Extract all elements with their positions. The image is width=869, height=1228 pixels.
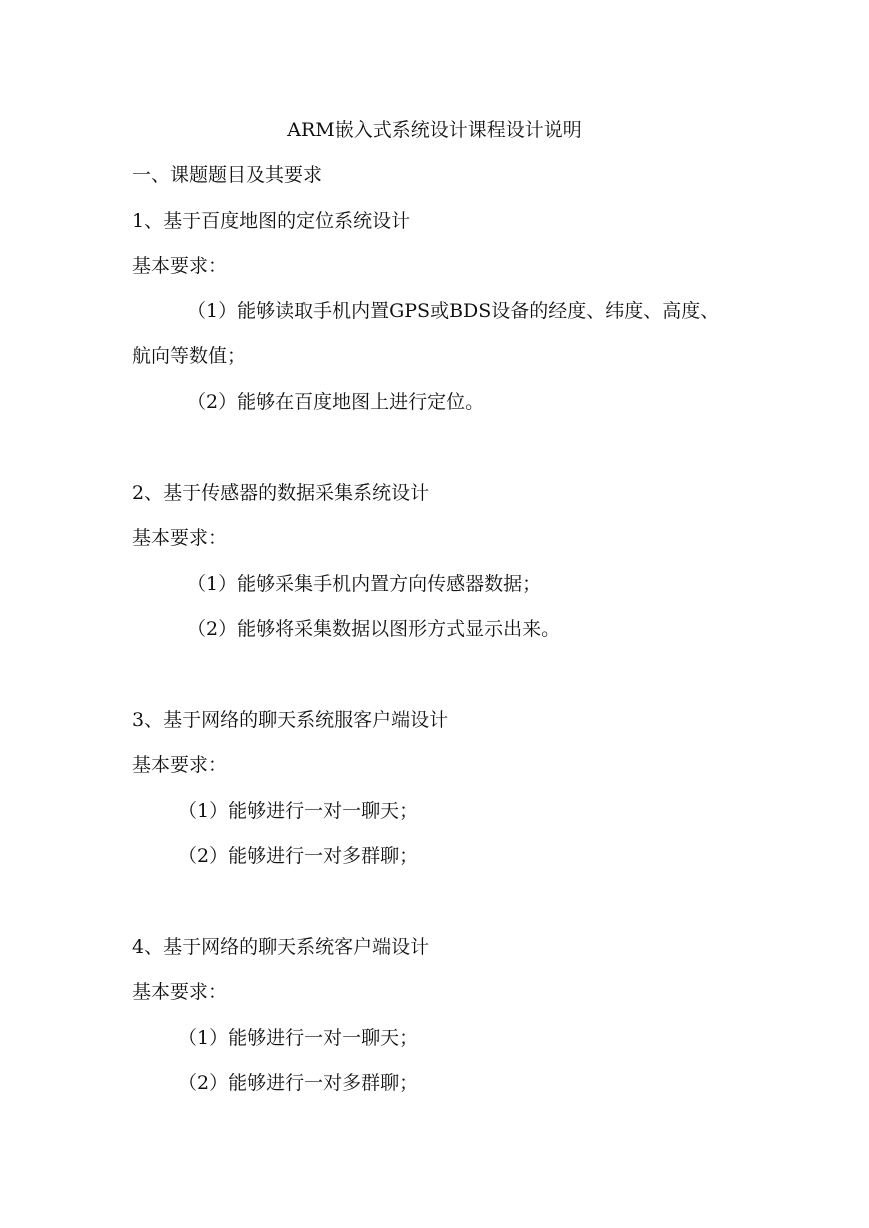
requirement-item: （2）能够进行一对多群聊； [178,1072,419,1094]
topic-heading: 3、基于网络的聊天系统服客户端设计 [132,709,449,731]
requirements-label: 基本要求： [132,754,228,776]
requirement-item: （2）能够进行一对多群聊； [178,845,419,867]
document-title: ARM嵌入式系统设计课程设计说明 [287,119,582,141]
requirements-label: 基本要求： [132,255,228,277]
requirements-label: 基本要求： [132,527,228,549]
requirement-item: （1）能够读取手机内置GPS或BDS设备的经度、纬度、高度、 [187,300,720,322]
topic-heading: 4、基于网络的聊天系统客户端设计 [132,936,430,958]
requirement-item: （2）能够将采集数据以图形方式显示出来。 [187,618,561,640]
requirement-item: （2）能够在百度地图上进行定位。 [187,391,485,413]
topic-heading: 1、基于百度地图的定位系统设计 [132,210,411,232]
requirement-item: （1）能够采集手机内置方向传感器数据； [187,573,542,595]
requirements-label: 基本要求： [132,981,228,1003]
section-heading: 一、课题题目及其要求 [132,164,323,186]
requirement-item-continuation: 航向等数值； [132,345,247,367]
topic-heading: 2、基于传感器的数据采集系统设计 [132,482,430,504]
requirement-item: （1）能够进行一对一聊天； [178,1027,419,1049]
requirement-item: （1）能够进行一对一聊天； [178,800,419,822]
